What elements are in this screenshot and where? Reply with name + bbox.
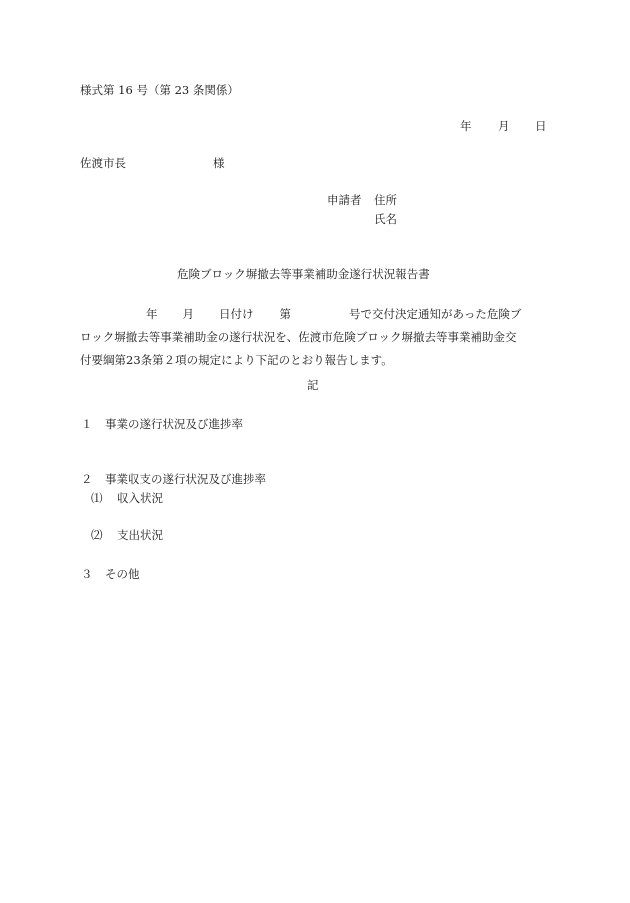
section-1-label: 事業の遂行状況及び進捗率 <box>105 417 243 431</box>
addressee-name: 佐渡市長 <box>80 156 126 170</box>
body-date-suffix: 日付け <box>219 307 254 321</box>
ki-heading: 記 <box>307 378 319 392</box>
body-month: 月 <box>182 307 194 321</box>
document-title: 危険ブロック塀撤去等事業補助金遂行状況報告書 <box>177 267 430 281</box>
section-2-number: ２ <box>81 472 93 486</box>
section-1-number: １ <box>81 417 93 431</box>
addressee-honorific: 様 <box>213 156 225 170</box>
form-number-label: 様式第 16 号（第 23 条関係） <box>80 83 239 97</box>
applicant-role: 申請者 <box>327 193 362 207</box>
section-3-label: その他 <box>105 567 140 581</box>
date-day-label: 日 <box>535 119 547 133</box>
subsection-2-number: ⑵ <box>91 528 103 542</box>
body-line-1 <box>80 303 550 326</box>
applicant-address-label: 住所 <box>374 193 397 207</box>
section-2-label: 事業収支の遂行状況及び進捗率 <box>105 472 266 486</box>
date-month-label: 月 <box>498 119 510 133</box>
subsection-1-label: 収入状況 <box>117 491 163 505</box>
body-year: 年 <box>146 307 158 321</box>
body-line-2: ロック塀撤去等事業補助金の遂行状況を、佐渡市危険ブロック塀撤去等事業補助金交 <box>80 330 517 344</box>
applicant-name-label: 氏名 <box>374 212 397 226</box>
body-line-3: 付要綱第23条第２項の規定により下記のとおり報告します。 <box>80 353 393 367</box>
body-number-prefix: 第 <box>279 307 291 321</box>
date-year-label: 年 <box>460 119 472 133</box>
body-paragraph <box>80 303 550 372</box>
body-line1-tail: 号で交付決定通知があった危険ブ <box>349 307 522 321</box>
subsection-1-number: ⑴ <box>91 491 103 505</box>
subsection-2-label: 支出状況 <box>117 528 163 542</box>
section-3-number: ３ <box>81 567 93 581</box>
